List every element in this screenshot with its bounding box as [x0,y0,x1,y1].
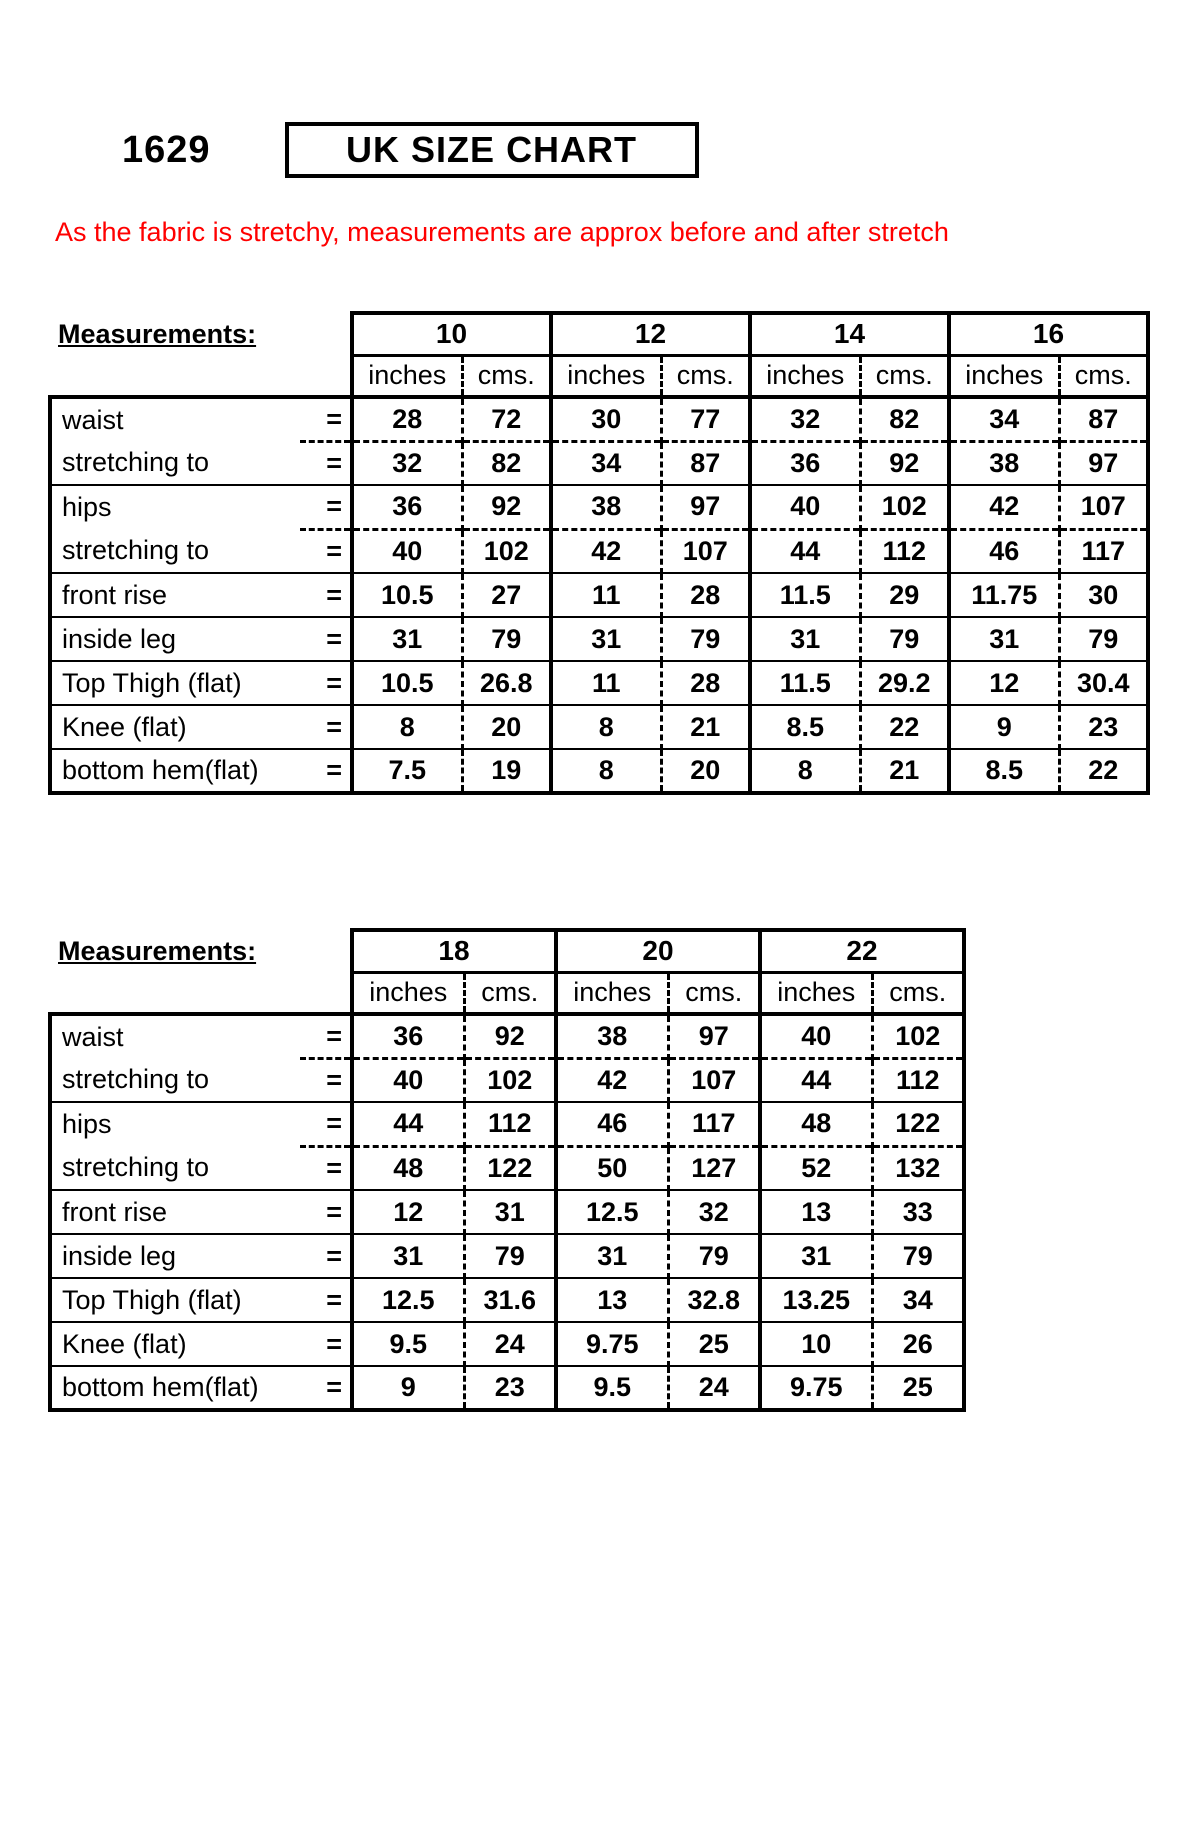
measurements-heading: Measurements: [58,318,257,349]
document-header [122,122,1200,178]
value-cell-inches: 48 [760,1102,872,1146]
unit-header-inches: inches [352,972,464,1014]
value-cell-inches: 11 [551,661,661,705]
value-cell-cms: 22 [1059,749,1148,793]
value-cell-cms: 23 [464,1366,556,1410]
value-cell-inches: 10.5 [352,573,462,617]
table-row [50,441,1148,485]
table-row [50,1146,964,1190]
value-cell-inches: 46 [949,529,1059,573]
value-cell-inches: 8 [551,705,661,749]
value-cell-cms: 24 [464,1322,556,1366]
value-cell-cms: 132 [872,1146,964,1190]
value-cell-inches: 7.5 [352,749,462,793]
value-cell-inches: 44 [352,1102,464,1146]
value-cell-inches: 8 [551,749,661,793]
equals-sign: = [300,1278,352,1322]
value-cell-inches: 31 [750,617,860,661]
value-cell-cms: 22 [860,705,949,749]
row-label: hips [50,1102,300,1146]
size-header: 18 [352,930,556,972]
value-cell-cms: 27 [462,573,551,617]
table-row [50,529,1148,573]
table-row [50,1058,964,1102]
value-cell-cms: 26 [872,1322,964,1366]
measurements-heading: Measurements: [58,935,257,966]
size-header: 10 [352,313,551,355]
unit-header-inches: inches [352,355,462,397]
row-label: Knee (flat) [50,1322,300,1366]
value-cell-inches: 13 [760,1190,872,1234]
row-label: waist [50,397,300,441]
value-cell-cms: 112 [860,529,949,573]
blank-cell [50,355,352,397]
value-cell-inches: 31 [556,1234,668,1278]
value-cell-cms: 122 [464,1146,556,1190]
value-cell-cms: 79 [860,617,949,661]
value-cell-inches: 13.25 [760,1278,872,1322]
value-cell-cms: 30.4 [1059,661,1148,705]
value-cell-inches: 38 [551,485,661,529]
value-cell-inches: 42 [949,485,1059,529]
value-cell-cms: 28 [661,573,750,617]
value-cell-inches: 34 [949,397,1059,441]
value-cell-inches: 40 [352,529,462,573]
value-cell-cms: 30 [1059,573,1148,617]
value-cell-cms: 32.8 [668,1278,760,1322]
value-cell-cms: 117 [668,1102,760,1146]
row-label: Top Thigh (flat) [50,661,300,705]
row-label: bottom hem(flat) [50,1366,300,1410]
row-label: inside leg [50,617,300,661]
value-cell-cms: 97 [661,485,750,529]
value-cell-cms: 127 [668,1146,760,1190]
table-row [50,661,1148,705]
value-cell-cms: 117 [1059,529,1148,573]
page-title: UK SIZE CHART [346,129,638,170]
value-cell-cms: 19 [462,749,551,793]
equals-sign: = [300,1058,352,1102]
value-cell-cms: 87 [661,441,750,485]
value-cell-cms: 29.2 [860,661,949,705]
style-code: 1629 [122,129,211,171]
unit-header-inches: inches [760,972,872,1014]
value-cell-inches: 9.5 [352,1322,464,1366]
size-table [48,928,966,1412]
value-cell-inches: 8 [750,749,860,793]
value-cell-cms: 33 [872,1190,964,1234]
value-cell-cms: 102 [860,485,949,529]
value-cell-cms: 107 [668,1058,760,1102]
value-cell-inches: 40 [352,1058,464,1102]
row-label: stretching to [50,441,300,485]
equals-sign: = [300,1322,352,1366]
value-cell-inches: 50 [556,1146,668,1190]
table-row [50,1322,964,1366]
table-row [50,1234,964,1278]
value-cell-cms: 24 [668,1366,760,1410]
value-cell-cms: 97 [1059,441,1148,485]
value-cell-cms: 92 [464,1014,556,1058]
value-cell-cms: 23 [1059,705,1148,749]
unit-header-cms: cms. [668,972,760,1014]
table-row [50,705,1148,749]
value-cell-cms: 79 [464,1234,556,1278]
value-cell-cms: 28 [661,661,750,705]
value-cell-inches: 32 [750,397,860,441]
value-cell-inches: 9 [352,1366,464,1410]
value-cell-inches: 12.5 [556,1190,668,1234]
table-row [50,1102,964,1146]
equals-sign: = [300,397,352,441]
table-row [50,397,1148,441]
value-cell-inches: 13 [556,1278,668,1322]
value-cell-cms: 92 [462,485,551,529]
size-chart-table-10-16 [48,311,1200,795]
value-cell-inches: 31 [949,617,1059,661]
value-cell-inches: 34 [551,441,661,485]
value-cell-inches: 9.75 [760,1366,872,1410]
size-header: 16 [949,313,1148,355]
table-row [50,1278,964,1322]
table-row [50,573,1148,617]
row-label: stretching to [50,1058,300,1102]
value-cell-cms: 31.6 [464,1278,556,1322]
row-label: Top Thigh (flat) [50,1278,300,1322]
value-cell-cms: 112 [872,1058,964,1102]
value-cell-cms: 25 [872,1366,964,1410]
value-cell-inches: 44 [760,1058,872,1102]
value-cell-cms: 21 [860,749,949,793]
value-cell-inches: 31 [352,617,462,661]
equals-sign: = [300,485,352,529]
value-cell-cms: 112 [464,1102,556,1146]
value-cell-inches: 8.5 [949,749,1059,793]
equals-sign: = [300,661,352,705]
value-cell-cms: 92 [860,441,949,485]
value-cell-inches: 46 [556,1102,668,1146]
value-cell-cms: 20 [661,749,750,793]
value-cell-cms: 97 [668,1014,760,1058]
value-cell-cms: 79 [872,1234,964,1278]
value-cell-cms: 102 [872,1014,964,1058]
unit-header-cms: cms. [872,972,964,1014]
size-header: 14 [750,313,949,355]
value-cell-inches: 31 [551,617,661,661]
value-cell-inches: 10 [760,1322,872,1366]
equals-sign: = [300,529,352,573]
row-label: Knee (flat) [50,705,300,749]
value-cell-inches: 40 [750,485,860,529]
row-label: stretching to [50,529,300,573]
value-cell-inches: 11 [551,573,661,617]
row-label: stretching to [50,1146,300,1190]
size-header: 22 [760,930,964,972]
value-cell-cms: 79 [668,1234,760,1278]
value-cell-cms: 79 [661,617,750,661]
equals-sign: = [300,705,352,749]
value-cell-cms: 122 [872,1102,964,1146]
row-label: waist [50,1014,300,1058]
value-cell-inches: 36 [352,485,462,529]
table-row [50,617,1148,661]
value-cell-cms: 102 [464,1058,556,1102]
unit-header-cms: cms. [464,972,556,1014]
equals-sign: = [300,617,352,661]
value-cell-inches: 48 [352,1146,464,1190]
value-cell-cms: 26.8 [462,661,551,705]
value-cell-inches: 36 [750,441,860,485]
value-cell-cms: 72 [462,397,551,441]
value-cell-inches: 11.5 [750,573,860,617]
equals-sign: = [300,1102,352,1146]
size-table [48,311,1150,795]
value-cell-cms: 107 [661,529,750,573]
table-row [50,1366,964,1410]
value-cell-inches: 10.5 [352,661,462,705]
equals-sign: = [300,749,352,793]
unit-header-inches: inches [949,355,1059,397]
value-cell-inches: 44 [750,529,860,573]
blank-cell [50,972,352,1014]
value-cell-inches: 12 [352,1190,464,1234]
value-cell-inches: 42 [556,1058,668,1102]
unit-header-cms: cms. [1059,355,1148,397]
table-row [50,749,1148,793]
value-cell-inches: 12.5 [352,1278,464,1322]
equals-sign: = [300,1190,352,1234]
row-label: front rise [50,573,300,617]
value-cell-inches: 38 [949,441,1059,485]
value-cell-cms: 79 [462,617,551,661]
value-cell-cms: 29 [860,573,949,617]
equals-sign: = [300,441,352,485]
value-cell-inches: 42 [551,529,661,573]
unit-header-cms: cms. [462,355,551,397]
equals-sign: = [300,1366,352,1410]
title-box [285,122,699,178]
value-cell-inches: 36 [352,1014,464,1058]
value-cell-cms: 107 [1059,485,1148,529]
equals-sign: = [300,573,352,617]
value-cell-cms: 34 [872,1278,964,1322]
value-cell-inches: 8 [352,705,462,749]
value-cell-cms: 32 [668,1190,760,1234]
value-cell-inches: 30 [551,397,661,441]
value-cell-inches: 12 [949,661,1059,705]
row-label: bottom hem(flat) [50,749,300,793]
value-cell-inches: 8.5 [750,705,860,749]
unit-header-cms: cms. [860,355,949,397]
equals-sign: = [300,1014,352,1058]
row-label: front rise [50,1190,300,1234]
size-header: 12 [551,313,750,355]
table-row [50,485,1148,529]
value-cell-inches: 9 [949,705,1059,749]
unit-header-inches: inches [556,972,668,1014]
value-cell-inches: 32 [352,441,462,485]
value-cell-cms: 102 [462,529,551,573]
unit-header-cms: cms. [661,355,750,397]
value-cell-cms: 79 [1059,617,1148,661]
value-cell-inches: 9.5 [556,1366,668,1410]
size-header: 20 [556,930,760,972]
value-cell-cms: 82 [860,397,949,441]
value-cell-cms: 77 [661,397,750,441]
stretch-note: As the fabric is stretchy, measurements are approx before and after stretch [55,217,949,247]
value-cell-cms: 82 [462,441,551,485]
value-cell-inches: 28 [352,397,462,441]
row-label: inside leg [50,1234,300,1278]
value-cell-inches: 11.75 [949,573,1059,617]
value-cell-inches: 31 [352,1234,464,1278]
value-cell-cms: 21 [661,705,750,749]
value-cell-cms: 20 [462,705,551,749]
value-cell-inches: 11.5 [750,661,860,705]
value-cell-cms: 31 [464,1190,556,1234]
value-cell-inches: 9.75 [556,1322,668,1366]
unit-header-inches: inches [750,355,860,397]
equals-sign: = [300,1234,352,1278]
table-row [50,1014,964,1058]
unit-header-inches: inches [551,355,661,397]
value-cell-inches: 31 [760,1234,872,1278]
row-label: hips [50,485,300,529]
value-cell-inches: 38 [556,1014,668,1058]
value-cell-inches: 40 [760,1014,872,1058]
size-chart-table-18-22 [48,928,1200,1412]
value-cell-cms: 87 [1059,397,1148,441]
table-row [50,1190,964,1234]
value-cell-inches: 52 [760,1146,872,1190]
equals-sign: = [300,1146,352,1190]
value-cell-cms: 25 [668,1322,760,1366]
